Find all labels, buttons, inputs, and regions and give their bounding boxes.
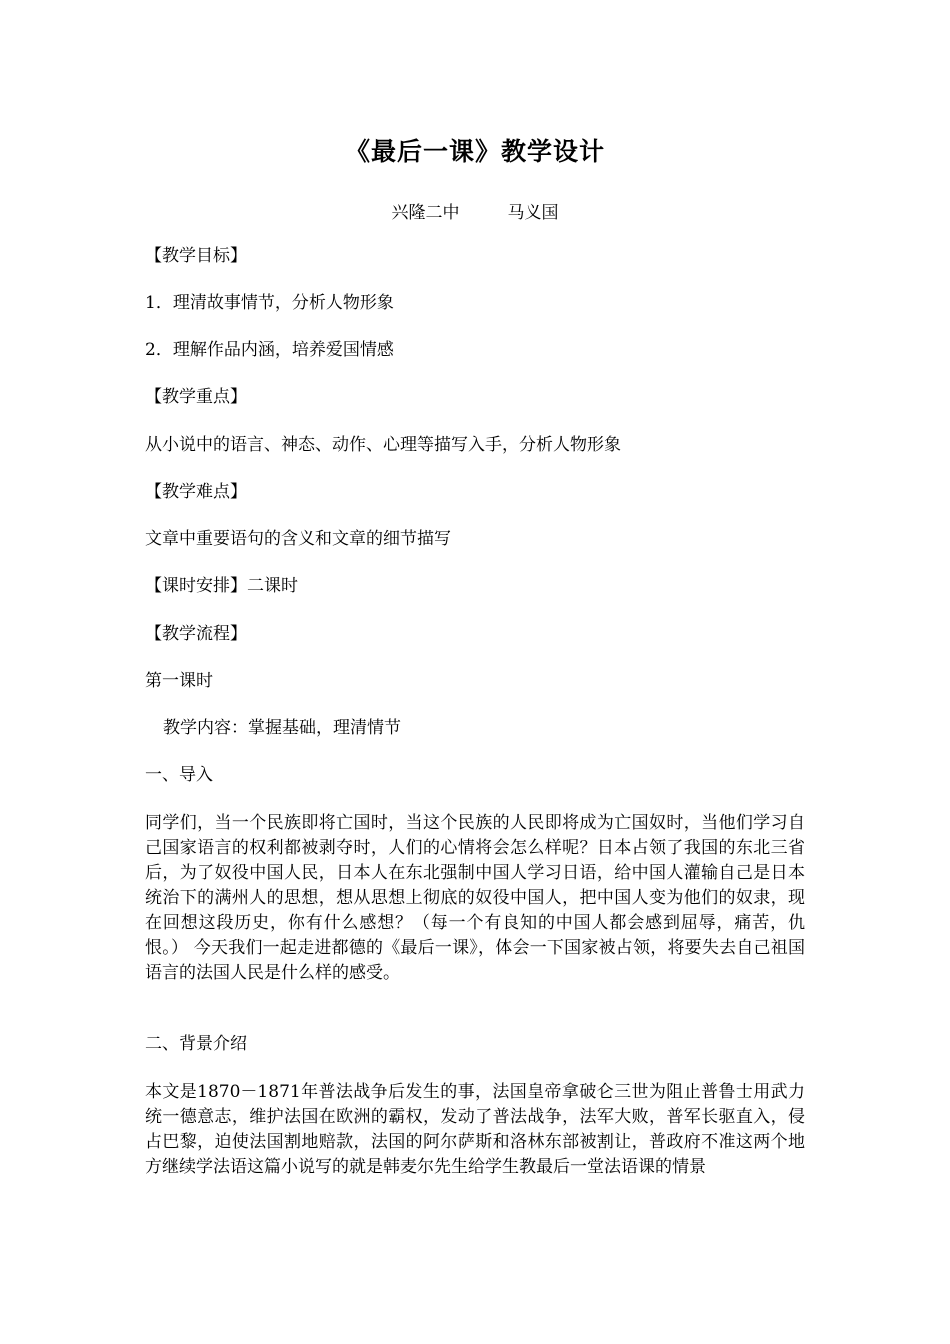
difficulty-heading: 【教学难点】 [145,482,247,502]
key-text: 从小说中的语言、神态、动作、心理等描写入手，分析人物形象 [145,435,621,455]
intro-paragraph: 同学们，当一个民族即将亡国时，当这个民族的人民即将成为亡国奴时，当他们学习自己国家语言的权利都被剥夺时，人们的心情将会怎么样呢？日本占领了我国的东北三省后，为了奴役中国人民，日本人在东北强制中国人学习日语，给中国人灌输自己是日本统治下的满州人的思想，想从思想上彻底的奴役中国人，把中国人变为他们的奴隶，现在回想这段历史，你有什么感想？（每一个有良知的中国人都会感到屈辱，痛苦，仇恨。） 今天我们一起走进都德的《最后一课》，体会一下国家被占领，将要失去自己祖国语言的法国人民是什么样的感受。 [145,813,805,983]
goal-2: 2．理解作品内涵，培养爱国情感 [145,340,394,360]
background-paragraph: 本文是1870－1871年普法战争后发生的事，法国皇帝拿破仑三世为阻止普鲁士用武力统一德意志，维护法国在欧洲的霸权，发动了普法战争，法军大败，普军长驱直入，侵占巴黎，迫使法国割地赔款，法国的阿尔萨斯和洛林东部被割让，普政府不准这两个地方继续学法语这篇小说写的就是韩麦尔先生给学生教最后一堂法语课的情景 [145,1082,805,1177]
background-heading: 二、背景介绍 [145,1034,247,1054]
author-name: 马义国 [507,203,559,223]
page-title: 《最后一课》教学设计 [344,137,605,166]
author-school: 兴隆二中 [391,203,460,223]
lesson-content: 教学内容：掌握基础，理清情节 [163,718,401,738]
difficulty-text: 文章中重要语句的含义和文章的细节描写 [145,529,451,549]
process-heading: 【教学流程】 [145,624,247,644]
goals-heading: 【教学目标】 [145,246,247,266]
goal-1: 1．理清故事情节，分析人物形象 [145,293,394,313]
lesson-one-heading: 第一课时 [145,671,213,691]
author-line [0,198,950,223]
schedule-line: 【课时安排】二课时 [145,576,298,596]
key-heading: 【教学重点】 [145,387,247,407]
intro-heading: 一、导入 [145,765,213,785]
